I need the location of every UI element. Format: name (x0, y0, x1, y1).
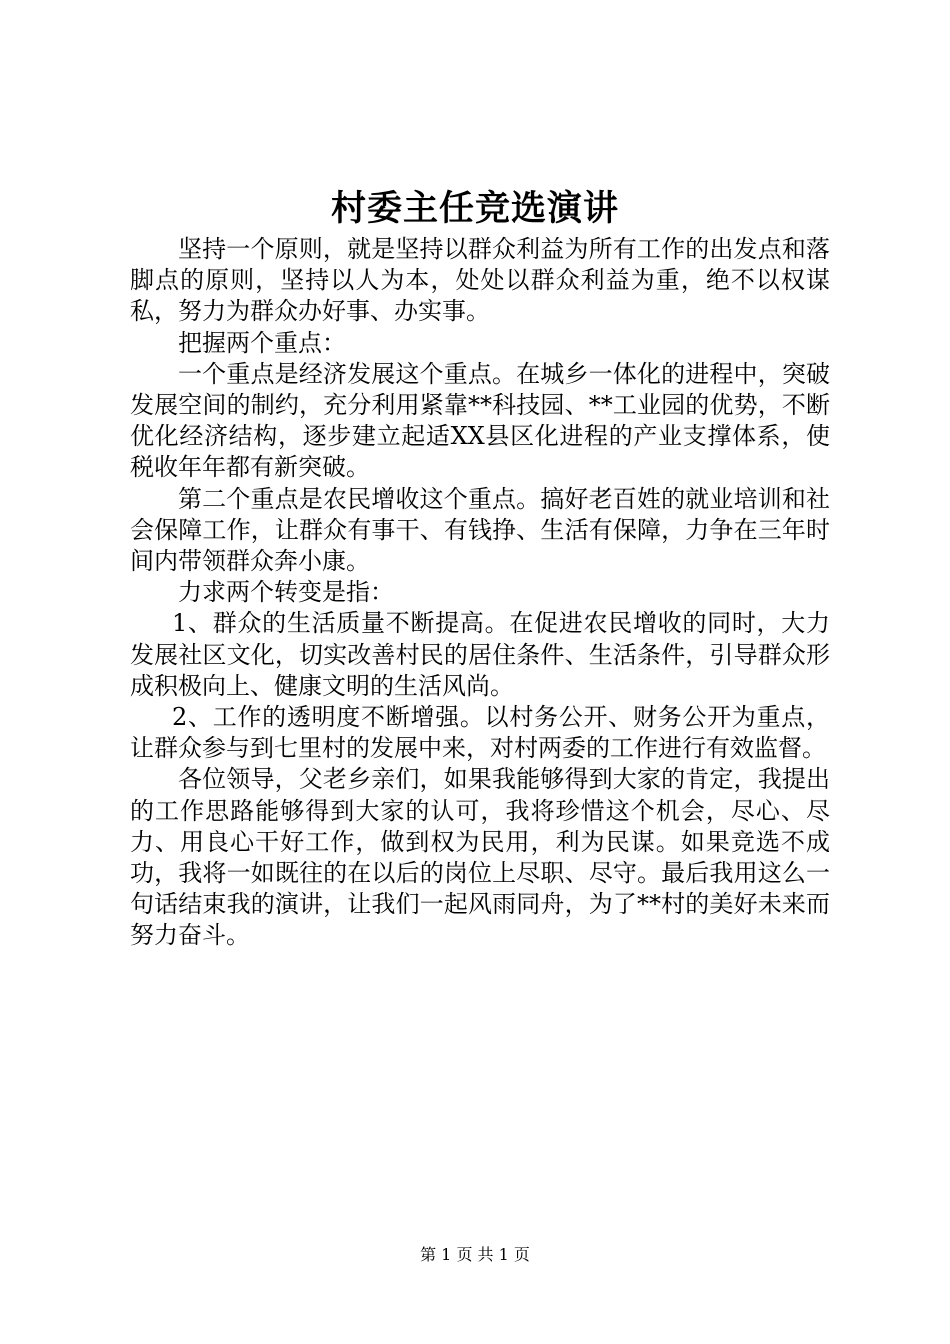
paragraph-principle: 坚持一个原则，就是坚持以群众利益为所有工作的出发点和落脚点的原则，坚持以人为本，处处以群众利益为重，绝不以权谋私，努力为群众办好事、办实事。 (130, 235, 830, 326)
paragraph-two-changes-heading: 力求两个转变是指： (178, 578, 394, 607)
paragraph-focus-economy: 一个重点是经济发展这个重点。在城乡一体化的进程中，突破发展空间的制约，充分利用紧靠**科技园、**工业园的优势，不断优化经济结构，逐步建立起适XX县区化进程的产业支撑体系，使税收年年都有新突破。 (130, 359, 830, 482)
page-number-footer: 第 1 页 共 1 页 (420, 1245, 530, 1264)
paragraph-change-1: 1、群众的生活质量不断提高。在促进农民增收的同时，大力发展社区文化，切实改善村民的居住条件、生活条件，引导群众形成积极向上、健康文明的生活风尚。 (130, 609, 830, 700)
paragraph-closing: 各位领导，父老乡亲们，如果我能够得到大家的肯定，我提出的工作思路能够得到大家的认可，我将珍惜这个机会，尽心、尽力、用良心干好工作，做到权为民用，利为民谋。如果竞选不成功，我将一如既往的在以后的岗位上尽职、尽守。最后我用这么一句话结束我的演讲，让我们一起风雨同舟，为了**村的美好未来而努力奋斗。 (130, 765, 830, 950)
paragraph-two-focuses-heading: 把握两个重点： (178, 328, 346, 357)
document-body (130, 234, 830, 952)
document-title: 村委主任竞选演讲 (330, 188, 619, 229)
paragraph-focus-income: 第二个重点是农民增收这个重点。搞好老百姓的就业培训和社会保障工作，让群众有事干、有钱挣、生活有保障，力争在三年时间内带领群众奔小康。 (130, 484, 830, 576)
paragraph-change-2: 2、工作的透明度不断增强。以村务公开、财务公开为重点，让群众参与到七里村的发展中来，对村两委的工作进行有效监督。 (130, 703, 830, 763)
